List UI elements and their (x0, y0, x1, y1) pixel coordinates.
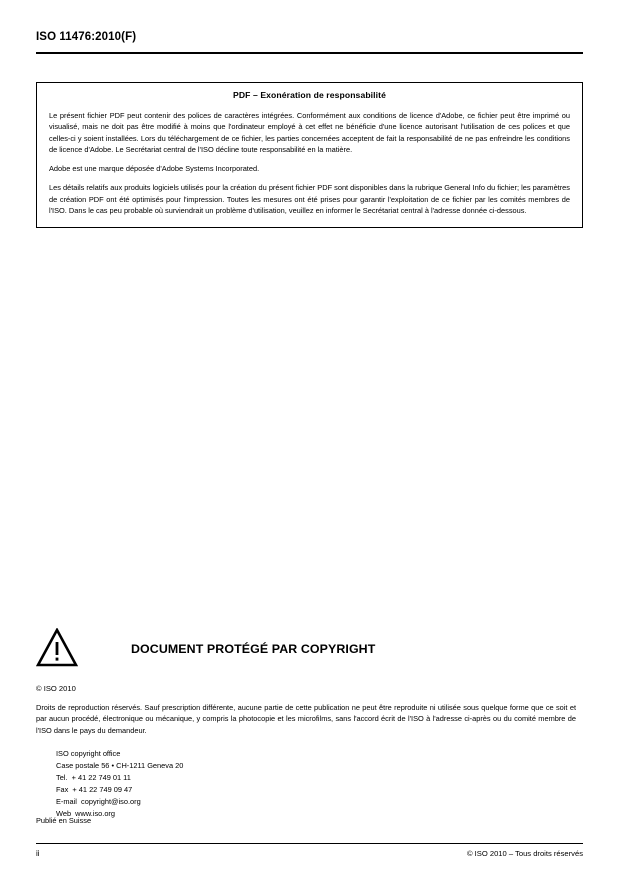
footer-divider (36, 843, 583, 844)
copyright-heading: DOCUMENT PROTÉGÉ PAR COPYRIGHT (131, 642, 376, 656)
published-in: Publié en Suisse (36, 816, 92, 825)
header-divider (36, 52, 583, 54)
disclaimer-paragraph: Adobe est une marque déposée d'Adobe Systems Incorporated. (49, 164, 260, 173)
address-line-fax: Fax + 41 22 749 09 47 (56, 784, 133, 794)
page-header-title: ISO 11476:2010(F) (36, 31, 137, 43)
page-number: ii (36, 849, 40, 858)
disclaimer-paragraph: Les détails relatifs aux produits logiciels utilisés pour la création du présent fichier PDF sont disponibles dans la rubrique General Info du fichier; les paramètres de création PDF ont été optimisés pour l'impression. Toutes les mesures ont été prises pour garantir l'exploitation de ce fichier par les comités membres de l'ISO. Dans le cas peu probable où surviendrait un problème d'utilisation, veuillez en informer le Secrétariat central à l'adresse donnée ci-dessous. (49, 183, 570, 215)
copyright-notice: Droits de reproduction réservés. Sauf prescription différente, aucune partie de cette publication ne peut être reproduite ni utilisée sous quelque forme que ce soit et par aucun procédé, électronique ou mécanique, y compris la photocopie et les microfilms, sans l'accord écrit de l'ISO à l'adresse ci-après ou du comité membre de l'ISO dans le pays du demandeur. (36, 703, 576, 735)
address-line-office: ISO copyright office (56, 749, 121, 758)
warning-triangle-icon (36, 628, 78, 668)
copyright-heading-row (36, 628, 583, 676)
address-line-email: E-mail copyright@iso.org (56, 796, 141, 806)
address-line-postal: Case postale 56 • CH-1211 Geneva 20 (56, 760, 184, 770)
address-line-tel: Tel. + 41 22 749 01 11 (56, 772, 131, 782)
footer-rights: © ISO 2010 – Tous droits réservés (466, 849, 583, 858)
pdf-disclaimer-box (36, 82, 583, 228)
disclaimer-title: PDF – Exonération de responsabilité (233, 90, 386, 100)
copyright-year: © ISO 2010 (36, 684, 76, 693)
disclaimer-body (37, 110, 582, 216)
address-line-web: Web www.iso.org (56, 808, 116, 818)
disclaimer-paragraph: Le présent fichier PDF peut contenir des polices de caractères intégrées. Conformément aux conditions de licence d'Adobe, ce fichier peut être imprimé ou visualisé, mais ne doit pas être modifié à moins que l'ordinateur employé à cet effet ne bénéficie d'une licence autorisant l'utilisation de ces polices et que celles-ci y soient installées. Lors du téléchargement de ce fichier, les parties concernées acceptent de fait la responsabilité de ne pas enfreindre les conditions de licence d'Adobe. Le Secrétariat central de l'ISO décline toute responsabilité en la matière. (49, 111, 570, 154)
iso-copyright-address (56, 748, 183, 820)
